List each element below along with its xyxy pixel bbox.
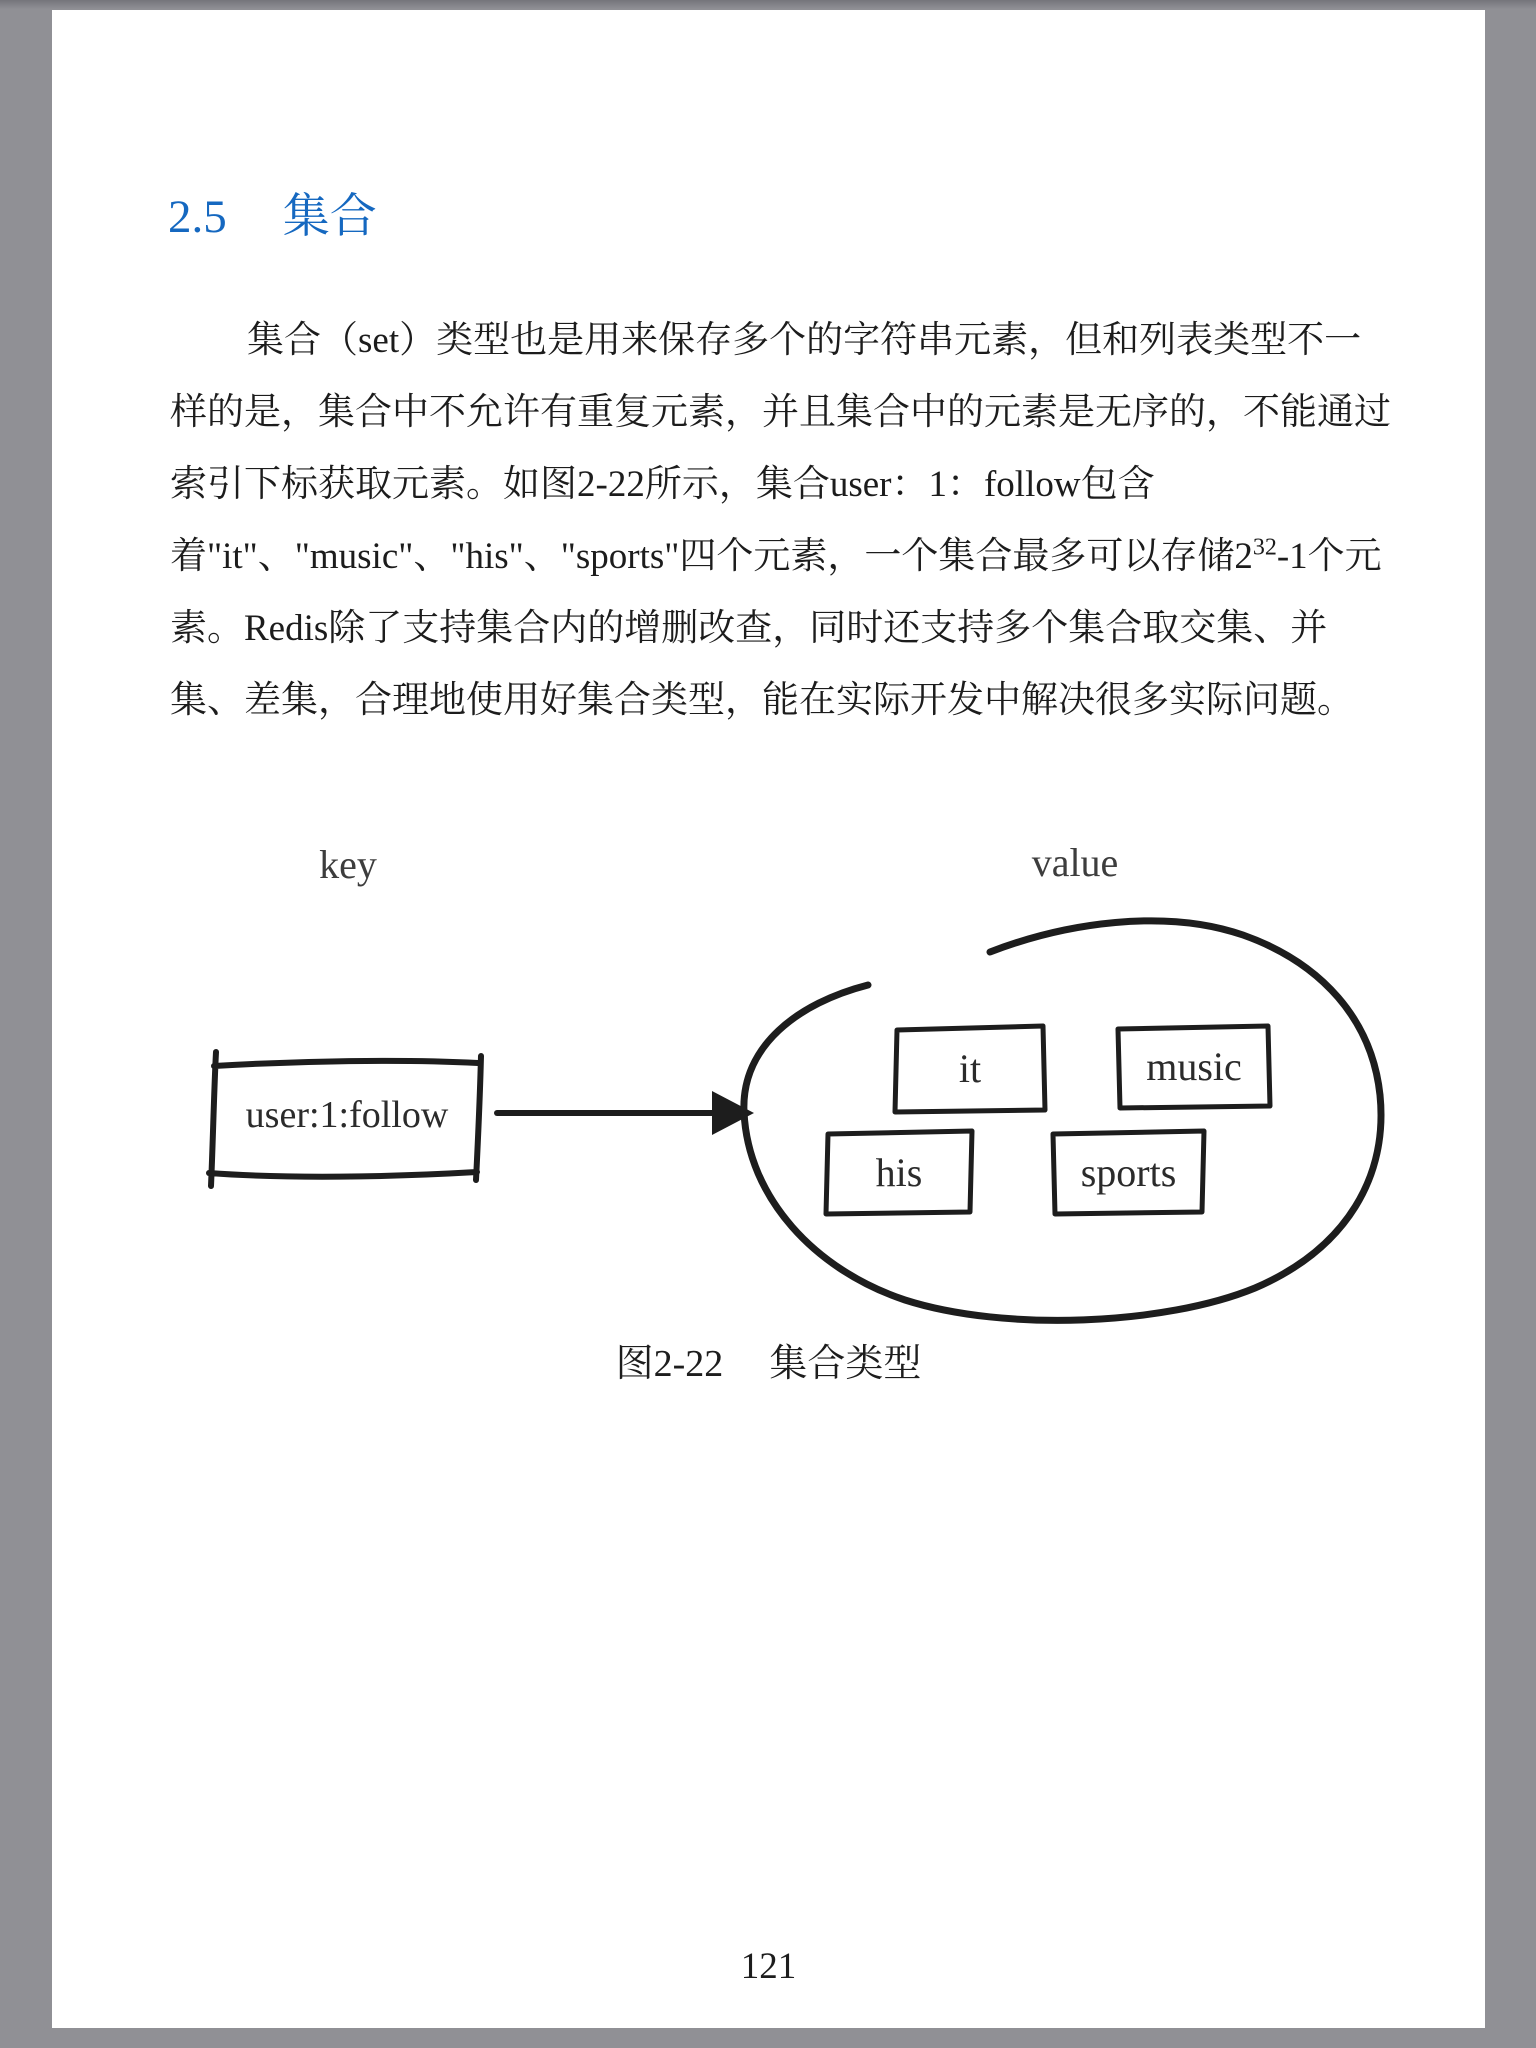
value-column-label: value <box>1031 840 1119 885</box>
paragraph-line: 索引下标获取元素。如图2-22所示，集合user：1：follow包含 <box>170 464 1155 505</box>
set-member-sports: sports <box>1080 1150 1177 1195</box>
line4-text: 着"it"、"music"、"his"、"sports"四个元素，一个集合最多可以存储2 <box>170 536 1253 577</box>
exponent-32: 32 <box>1252 534 1277 561</box>
key-box-text: user:1:follow <box>245 1094 449 1136</box>
section-title: 集合 <box>282 191 377 243</box>
figure-caption-title: 集合类型 <box>769 1343 922 1385</box>
paragraph-line: 样的是，集合中不允许有重复元素，并且集合中的元素是无序的，不能通过 <box>170 392 1391 433</box>
line4-text-after: -1个元 <box>1276 536 1382 577</box>
value-blob-outline <box>744 921 1381 1321</box>
page-number: 121 <box>740 1946 797 1987</box>
figure-caption-number: 图2-22 <box>615 1343 724 1385</box>
set-member-his: his <box>875 1150 923 1195</box>
paragraph-line: 素。Redis除了支持集合内的增删改查，同时还支持多个集合取交集、并 <box>170 608 1328 649</box>
set-member-music: music <box>1146 1044 1242 1089</box>
set-member-it: it <box>958 1046 982 1091</box>
key-column-label: key <box>319 842 377 887</box>
figure-caption <box>52 1332 1485 1387</box>
paragraph-line: 集合（set）类型也是用来保存多个的字符串元素，但和列表类型不一 <box>247 320 1362 361</box>
section-number: 2.5 <box>168 191 227 243</box>
paragraph-line: 集、差集，合理地使用好集合类型，能在实际开发中解决很多实际问题。 <box>170 680 1354 721</box>
